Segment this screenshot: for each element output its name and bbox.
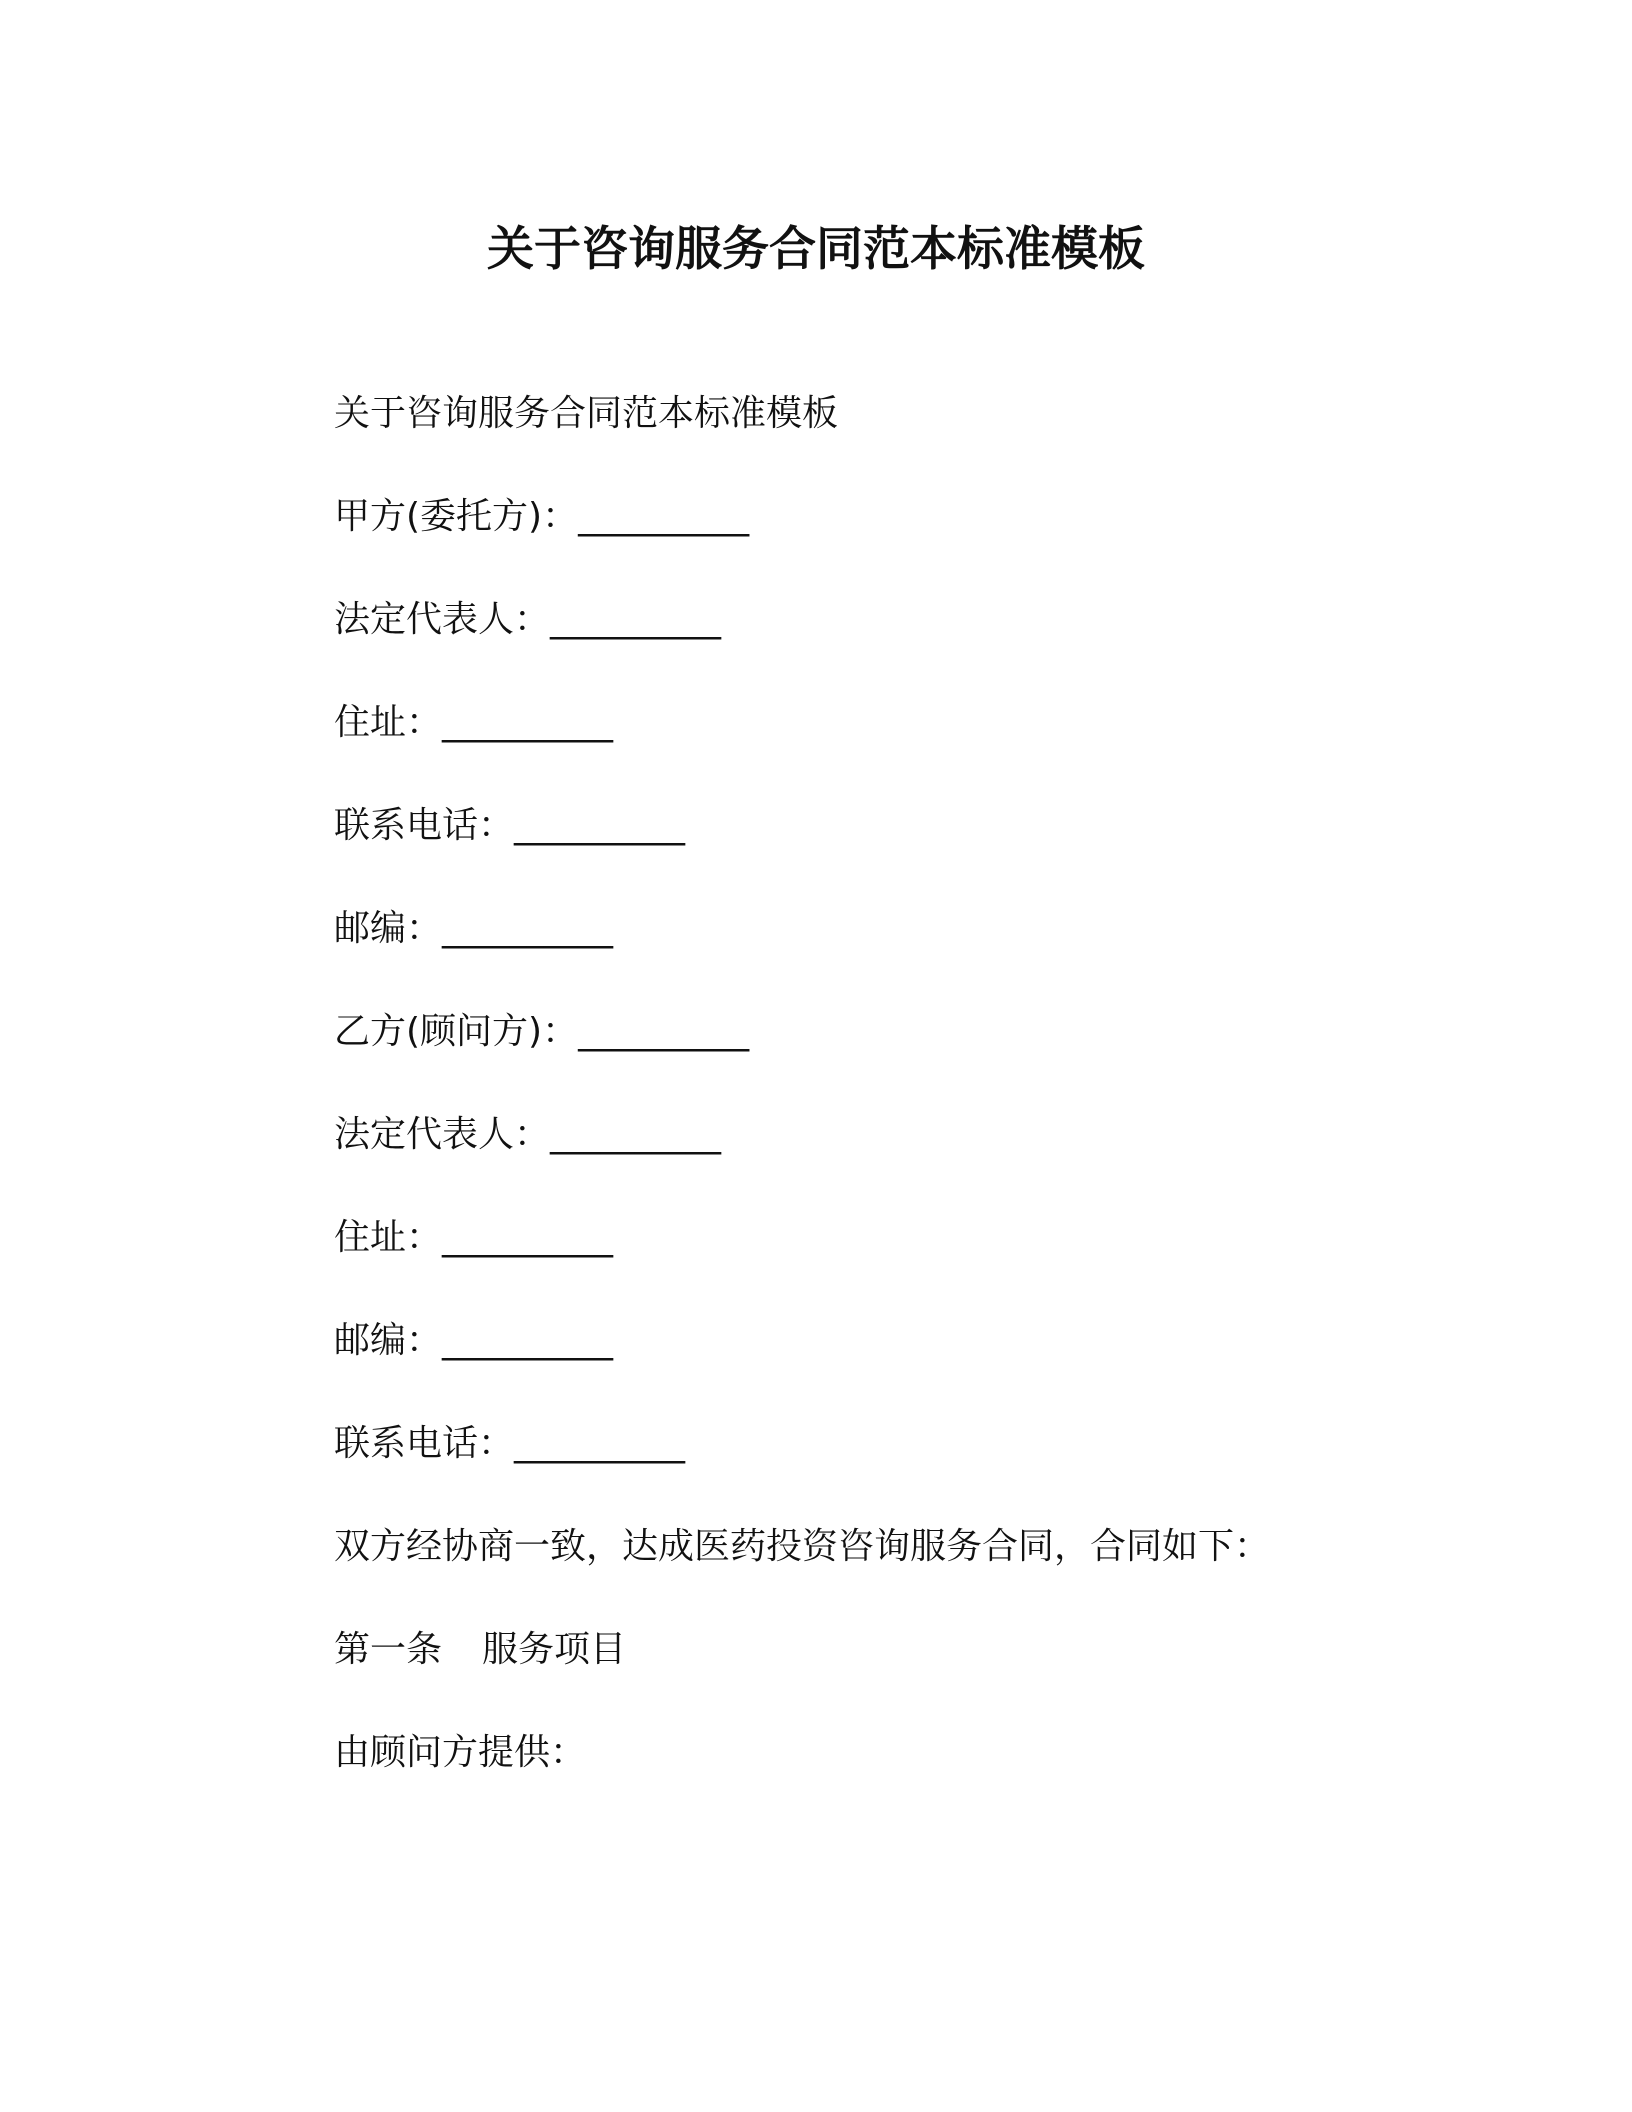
provided-by-line: 由顾问方提供：: [334, 1732, 587, 1773]
party-b-field: [334, 1008, 1334, 1056]
party-a-representative-blank: __________: [550, 599, 721, 640]
party-b-address-label: 住址：: [334, 1217, 443, 1258]
party-b-address-blank: __________: [442, 1217, 613, 1258]
document-subtitle: 关于咨询服务合同范本标准模板: [334, 393, 839, 434]
party-a-phone-label: 联系电话：: [334, 805, 515, 846]
agreement-intro: 双方经协商一致，达成医药投资咨询服务合同，合同如下：: [334, 1526, 1271, 1567]
document-title: 关于咨询服务合同范本标准模板: [487, 222, 1145, 277]
party-a-representative-label: 法定代表人：: [334, 599, 551, 640]
party-b-phone-blank: __________: [514, 1423, 685, 1464]
party-a-phone-field: [334, 802, 1334, 850]
party-a-label: 甲方(委托方)：: [334, 496, 579, 537]
party-b-representative-field: [334, 1111, 1334, 1159]
party-b-address-field: [334, 1214, 1334, 1262]
party-a-address-field: [334, 699, 1334, 747]
party-b-label: 乙方(顾问方)：: [334, 1011, 579, 1052]
party-b-representative-label: 法定代表人：: [334, 1114, 551, 1155]
party-b-representative-blank: __________: [550, 1114, 721, 1155]
party-a-postcode-field: [334, 905, 1334, 953]
party-b-postcode-label: 邮编：: [334, 1320, 443, 1361]
party-a-phone-blank: __________: [514, 805, 685, 846]
article-1-heading: [334, 1626, 1334, 1674]
party-a-blank: __________: [578, 496, 749, 537]
party-a-address-label: 住址：: [334, 702, 443, 743]
party-b-postcode-field: [334, 1317, 1334, 1365]
article-1-title: 服务项目: [482, 1629, 627, 1670]
party-a-representative-field: [334, 596, 1334, 644]
party-b-blank: __________: [578, 1011, 749, 1052]
party-b-phone-label: 联系电话：: [334, 1423, 515, 1464]
document-body: [334, 390, 1334, 1832]
party-a-postcode-blank: __________: [442, 908, 613, 949]
party-b-phone-field: [334, 1420, 1334, 1468]
party-a-address-blank: __________: [442, 702, 613, 743]
party-b-postcode-blank: __________: [442, 1320, 613, 1361]
party-a-field: [334, 493, 1334, 541]
article-1-number: 第一条: [334, 1629, 443, 1670]
party-a-postcode-label: 邮编：: [334, 908, 443, 949]
